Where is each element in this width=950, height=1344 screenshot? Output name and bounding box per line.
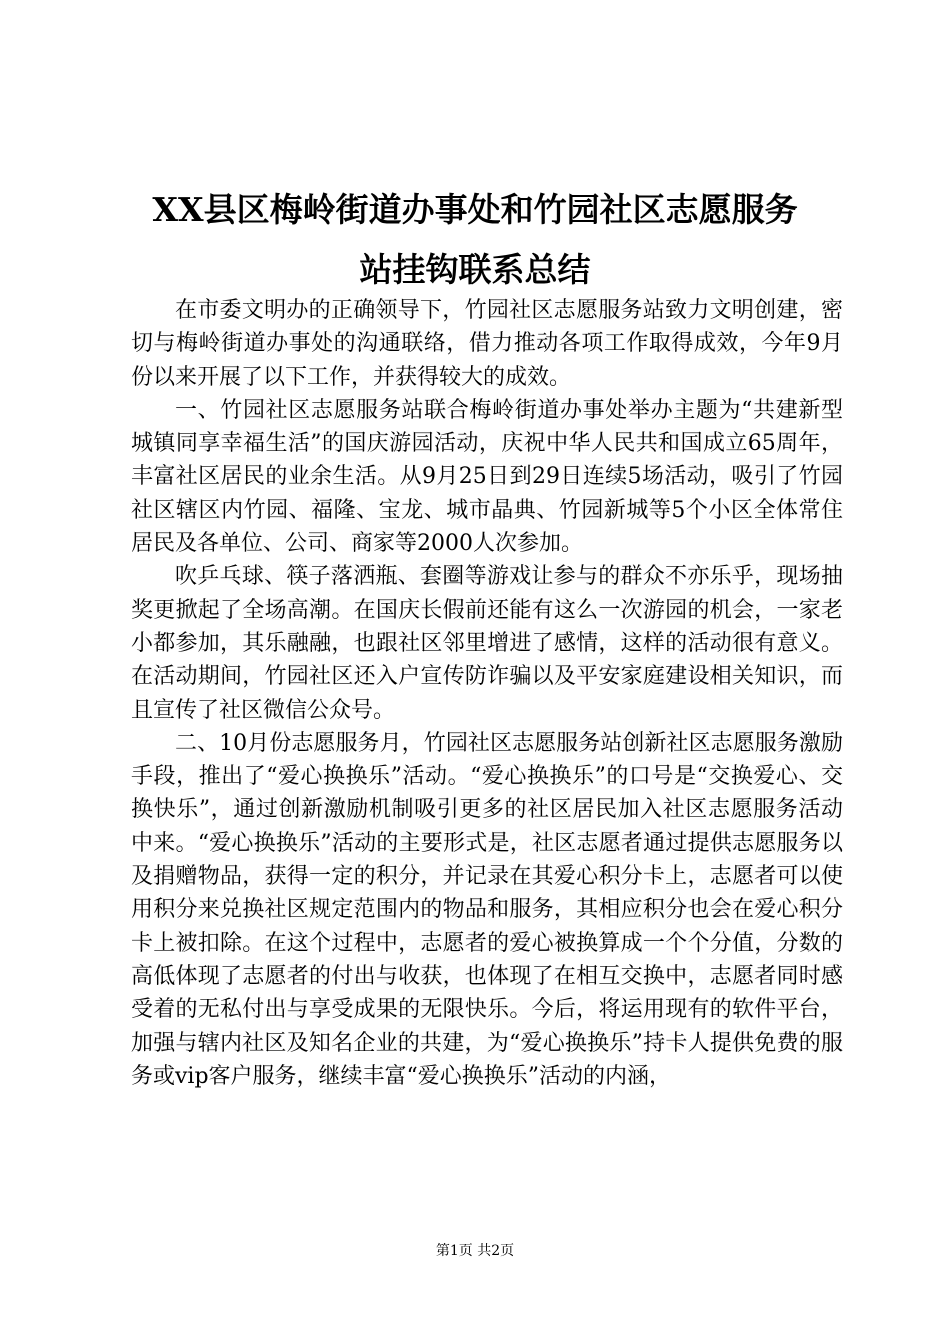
page-number-footer: 第1页 共2页 (435, 1243, 515, 1259)
document-title-line-2: 站挂钩联系总结 (359, 250, 591, 289)
document-body (131, 294, 843, 1093)
paragraph: 一、竹园社区志愿服务站联合梅岭街道办事处举办主题为“共建新型城镇同享幸福生活”的国庆游园活动，庆祝中华人民共和国成立65周年，丰富社区居民的业余生活。从9月25日到29日连续5场活动，吸引了竹园社区辖区内竹园、福隆、宝龙、城市晶典、竹园新城等5个小区全体常住居民及各单位、公司、商家等2000人次参加。 (131, 397, 843, 557)
paragraph: 吹乒乓球、筷子落洒瓶、套圈等游戏让参与的群众不亦乐乎，现场抽奖更掀起了全场高潮。在国庆长假前还能有这么一次游园的机会，一家老小都参加，其乐融融，也跟社区邻里增进了感情，这样的活动很有意义。在活动期间，竹园社区还入户宣传防诈骗以及平安家庭建设相关知识，而且宣传了社区微信公众号。 (131, 564, 843, 723)
paragraph: 二、10月份志愿服务月，竹园社区志愿服务站创新社区志愿服务激励手段，推出了“爱心换换乐”活动。“爱心换换乐”的口号是“交换爱心、交换快乐”，通过创新激励机制吸引更多的社区居民加入社区志愿服务活动中来。“爱心换换乐”活动的主要形式是，社区志愿者通过提供志愿服务以及捐赠物品，获得一定的积分，并记录在其爱心积分卡上，志愿者可以使用积分来兑换社区规定范围内的物品和服务，其相应积分也会在爱心积分卡上被扣除。在这个过程中，志愿者的爱心被换算成一个个分值，分数的高低体现了志愿者的付出与收获，也体现了在相互交换中，志愿者同时感受着的无私付出与享受成果的无限快乐。今后，将运用现有的软件平台，加强与辖内社区及知名企业的共建，为“爱心换换乐”持卡人提供免费的服务或vip客户服务，继续丰富“爱心换换乐”活动的内涵， (131, 730, 843, 1089)
paragraph: 在市委文明办的正确领导下，竹园社区志愿服务站致力文明创建，密切与梅岭街道办事处的沟通联络，借力推动各项工作取得成效，今年9月份以来开展了以下工作，并获得较大的成效。 (131, 298, 843, 390)
document-title-line-1: XX县区梅岭街道办事处和竹园社区志愿服务 (152, 190, 798, 229)
